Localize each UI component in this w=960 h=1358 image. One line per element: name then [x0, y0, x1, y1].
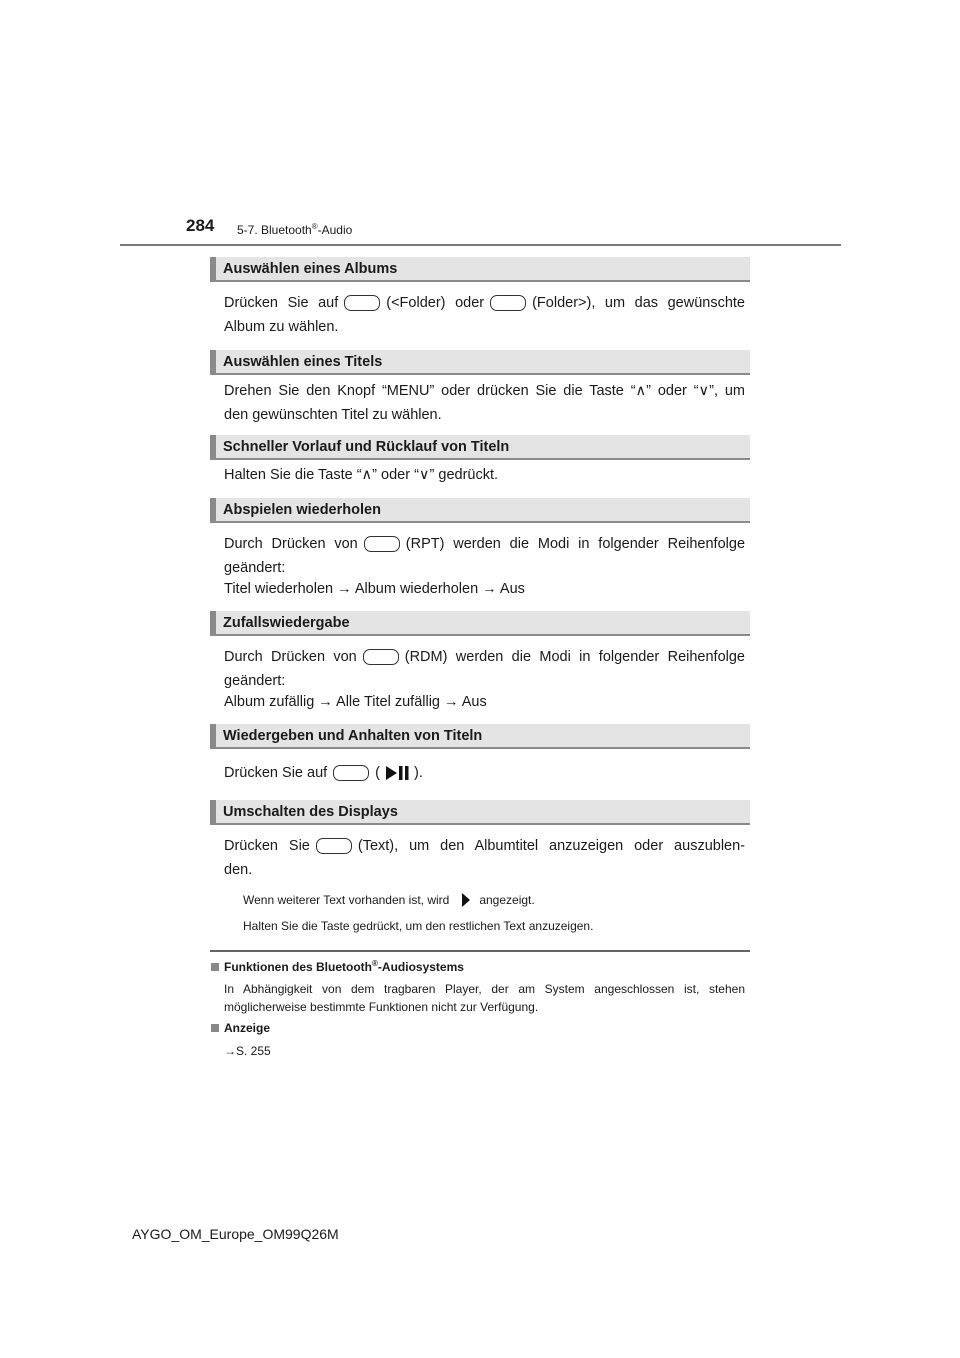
note-text-functions [224, 980, 745, 1016]
heading-text: Umschalten des Displays [223, 804, 398, 820]
paragraph-line: Drehen Sie den Knopf “MENU” oder drücken Sie die Taste “∧” oder “∨”, um [224, 383, 745, 399]
text: Drücken Sie auf [224, 765, 328, 781]
paragraph-line: geändert: [224, 560, 286, 576]
text: (Text), um den Albumtitel anzuzeigen oder auszublen- [357, 838, 745, 854]
text: ( [375, 765, 381, 781]
paragraph-line [224, 532, 745, 556]
folder-up-button-icon [490, 295, 526, 311]
note-heading-display [211, 1021, 270, 1035]
heading-select-track [210, 350, 750, 375]
paragraph-repeat [224, 532, 745, 601]
section-title [237, 222, 352, 237]
paragraph-line [224, 291, 745, 315]
section-title-suffix: -Audio [317, 223, 353, 237]
section-title-prefix: 5-7. Bluetooth [237, 223, 312, 237]
folder-down-button-icon [344, 295, 380, 311]
paragraph-line: Album zufällig → Alle Titel zufällig → Aus [224, 694, 487, 710]
rpt-button-icon [364, 536, 400, 552]
square-bullet-icon [211, 963, 219, 971]
text: Drücken Sie [224, 838, 310, 854]
heading-text: Zufallswiedergabe [223, 615, 350, 631]
heading-text: Auswählen eines Albums [223, 261, 398, 277]
text: Wenn weiterer Text vorhanden ist, wird [243, 893, 450, 907]
paragraph-line: Halten Sie die Taste “∧” oder “∨” gedrückt. [224, 467, 499, 483]
display-note-1 [243, 891, 535, 909]
paragraph-line [224, 834, 745, 858]
paragraph-line: In Abhängigkeit von dem tragbaren Player, der am System angeschlossen ist, stehen [224, 982, 745, 996]
text: angezeigt. [479, 893, 535, 907]
paragraph-play-pause [224, 761, 745, 785]
text: Durch Drücken von [224, 536, 358, 552]
text: (<Folder) oder [386, 295, 485, 311]
play-pause-button-icon [333, 765, 369, 781]
heading-repeat [210, 498, 750, 523]
text: Anzeige [224, 1021, 271, 1035]
document-code: AYGO_OM_Europe_OM99Q26M [132, 1226, 339, 1242]
rdm-button-icon [363, 649, 399, 665]
page-number: 284 [186, 216, 215, 235]
text: Funktionen des Bluetooth [224, 960, 372, 974]
text: (RDM) werden die Modi in folgender Reihenfolge [404, 649, 745, 665]
paragraph-line [224, 645, 745, 669]
paragraph-line: geändert: [224, 673, 286, 689]
heading-text: Schneller Vorlauf und Rücklauf von Titeln [223, 439, 510, 455]
registered-mark: ® [372, 959, 378, 968]
page-reference-link[interactable]: →S. 255 [224, 1044, 271, 1058]
text: (Folder>), um das gewünschte [532, 295, 745, 311]
text: -Audiosystems [377, 960, 464, 974]
text: ). [414, 765, 423, 781]
paragraph-line: Album zu wählen. [224, 319, 339, 335]
paragraph-line: möglicherweise bestimmte Funktionen nicht zur Verfügung. [224, 1000, 539, 1014]
paragraph-line [224, 761, 745, 785]
text: Drücken Sie auf [224, 295, 339, 311]
paragraph-select-track [224, 379, 745, 427]
heading-text: Wiedergeben und Anhalten von Titeln [223, 728, 483, 744]
paragraph-random [224, 645, 745, 714]
header-rule [120, 244, 841, 246]
play-pause-icon [384, 765, 410, 781]
paragraph-select-album [224, 291, 745, 339]
notes-divider [210, 950, 750, 952]
heading-play-pause [210, 724, 750, 749]
heading-text: Abspielen wiederholen [223, 502, 381, 518]
note-heading-functions [211, 959, 464, 974]
heading-fast-forward-rewind [210, 435, 750, 460]
paragraph-line: Titel wiederholen → Album wiederholen → Aus [224, 581, 525, 597]
text: Durch Drücken von [224, 649, 357, 665]
more-text-arrow-icon [461, 892, 471, 908]
text-button-icon [316, 838, 352, 854]
paragraph-line: den. [224, 862, 253, 878]
heading-text: Auswählen eines Titels [223, 354, 383, 370]
display-note-2: Halten Sie die Taste gedrückt, um den restlichen Text anzuzeigen. [243, 919, 594, 933]
paragraph-fast-forward-rewind [224, 463, 745, 487]
square-bullet-icon [211, 1024, 219, 1032]
heading-random [210, 611, 750, 636]
paragraph-line: den gewünschten Titel zu wählen. [224, 407, 442, 423]
text: (RPT) werden die Modi in folgender Reihenfolge [405, 536, 746, 552]
heading-select-album [210, 257, 750, 282]
heading-switch-display [210, 800, 750, 825]
registered-mark: ® [311, 222, 318, 231]
paragraph-switch-display [224, 834, 745, 882]
